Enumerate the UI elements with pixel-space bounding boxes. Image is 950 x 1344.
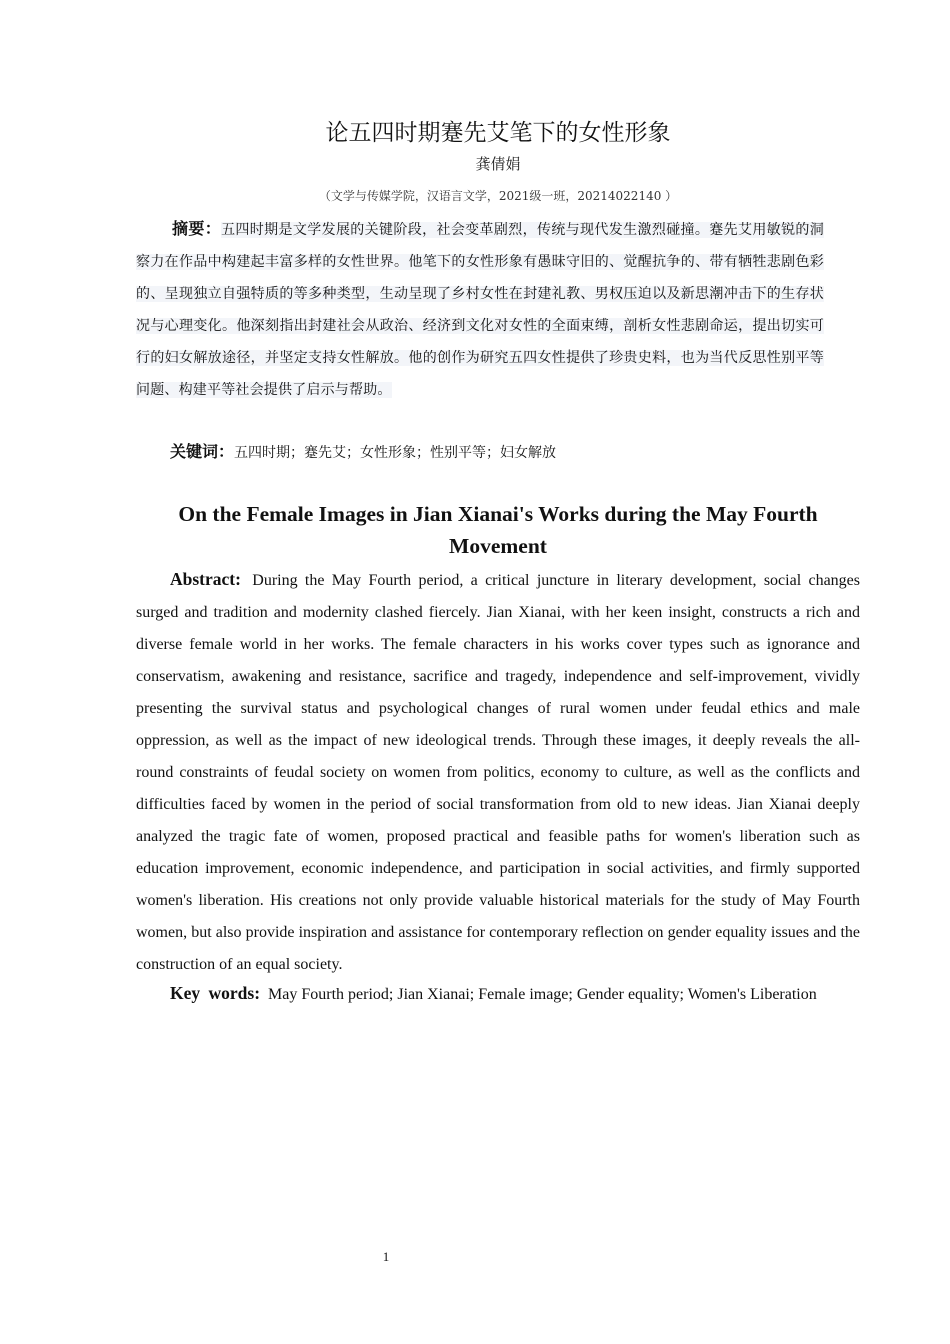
chinese-title: 论五四时期蹇先艾笔下的女性形象 [325, 120, 671, 146]
chinese-abstract-text: 五四时期是文学发展的关键阶段，社会变革剧烈，传统与现代发生激烈碰撞。蹇先艾用敏锐的洞察力在作品中构建起丰富多样的女性世界。他笔下的女性形象有愚昧守旧的、觉醒抗争的、带有牺牲悲剧色彩的、呈现独立自强特质的等多种类型，生动呈现了乡村女性在封建礼教、男权压迫以及新思潮冲击下的生存状况与心理变化。他深刻指出封建社会从政治、经济到文化对女性的全面束缚，剖析女性悲剧命运，提出切实可行的妇女解放途径，并坚定支持女性解放。他的创作为研究五四女性提供了珍贵史料，也为当代反思性别平等问题、构建平等社会提供了启示与帮助。 [136, 222, 824, 398]
chinese-keywords [170, 436, 850, 469]
english-keywords [170, 977, 870, 1011]
english-abstract [136, 563, 860, 981]
chinese-author: 龚倩娟 [475, 155, 521, 173]
english-abstract-label: Abstract: [170, 569, 241, 589]
chinese-keywords-label: 关键词： [170, 442, 235, 461]
chinese-abstract-label: 摘要： [172, 219, 222, 238]
chinese-abstract [136, 213, 824, 406]
english-keywords-text: May Fourth period; Jian Xianai; Female image; Gender equality; Women's Liberation [268, 986, 817, 1003]
chinese-keywords-text: 五四时期；蹇先艾；女性形象；性别平等；妇女解放 [234, 445, 557, 461]
english-abstract-text: During the May Fourth period, a critical juncture in literary development, social changes surged and tradition and modernity clashed fiercely. Jian Xianai, with her keen insight, constructs a rich and diverse female world in her works. The female characters in his works cover types such as ignorance and conservatism, awakening and resistance, sacrifice and tragedy, independence and self-improvement, vividly presenting the survival status and psychological changes of rural women under feudal ethics and male oppression, as well as the impact of new ideological trends. Through these images, it deeply reveals the all-round constraints of feudal society on women from politics, economy to culture, as well as the conflicts and difficulties faced by women in the period of social transformation from old to new ideas. Jian Xianai deeply analyzed the tragic fate of women, proposed practical and feasible paths for women's liberation such as education improvement, economic independence, and participation in social activities, and firmly supported women's liberation. His creations not only provide valuable historical materials for the study of May Fourth women, but also provide inspiration and assistance for contemporary reflection on gender equality issues and the construction of an equal society. [136, 572, 860, 973]
chinese-affiliation: （文学与传媒学院，汉语言文学，2021级一班，20214022140 ） [318, 189, 678, 203]
english-keywords-label: Key words: [170, 983, 261, 1003]
english-title: On the Female Images in Jian Xianai's Works during the May Fourth Movement [178, 502, 818, 558]
page-number: 1 [382, 1249, 390, 1264]
